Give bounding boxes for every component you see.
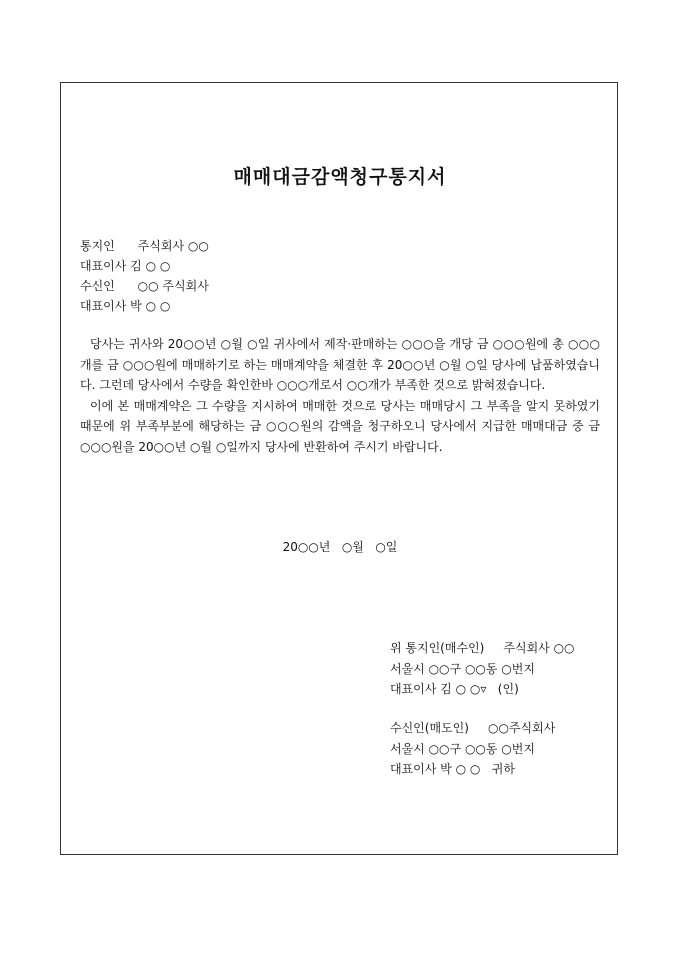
parties-block	[80, 236, 209, 316]
recipient-name-line: 수신인(매도인) ○○주식회사	[390, 721, 556, 735]
recipient-representative-line: 대표이사 박 ○ ○	[80, 299, 171, 313]
document-body	[80, 334, 600, 457]
sender-line: 통지인 주식회사 ○○	[80, 239, 209, 253]
sender-seal-line: 대표이사 김 ○ ○▿ (인)	[390, 682, 519, 696]
document-title: 매매대금감액청구통지서	[233, 166, 447, 188]
body-paragraph: 당사는 귀사와 20○○년 ○월 ○일 귀사에서 제작·판매하는 ○○○을 개당 금 ○○○원에 총 ○○○개를 금 ○○○원에 매매하기로 하는 매매계약을 체결한 후 20○○년 ○월 ○일 당사에 납품하였습니다. 그런데 당사에서 수량을 확인한바 ○○○개로서 ○○개가 부족한 것으로 밝혀졌습니다.	[80, 337, 600, 392]
recipient-address-block	[390, 718, 555, 780]
recipient-honorific-line: 대표이사 박 ○ ○ 귀하	[390, 762, 515, 776]
sender-signature-block	[390, 638, 575, 700]
sender-signature-line: 위 통지인(매수인) 주식회사 ○○	[390, 641, 575, 655]
document-date: 20○○년 ○월 ○일	[282, 540, 398, 554]
body-paragraph: 이에 본 매매계약은 그 수량을 지시하여 매매한 것으로 당사는 매매당시 그 부족을 알지 못하였기 때문에 위 부족부분에 해당하는 금 ○○○원의 감액을 청구하오니 당사에서 지급한 매매대금 중 금 ○○○원을 20○○년 ○월 ○일까지 당사에 반환하여 주시기 바랍니다.	[80, 398, 600, 454]
sender-representative-line: 대표이사 김 ○ ○	[80, 259, 171, 273]
recipient-line: 수신인 ○○ 주식회사	[80, 279, 209, 293]
sender-address-line: 서울시 ○○구 ○○동 ○번지	[390, 661, 535, 676]
recipient-address-line: 서울시 ○○구 ○○동 ○번지	[390, 741, 535, 756]
